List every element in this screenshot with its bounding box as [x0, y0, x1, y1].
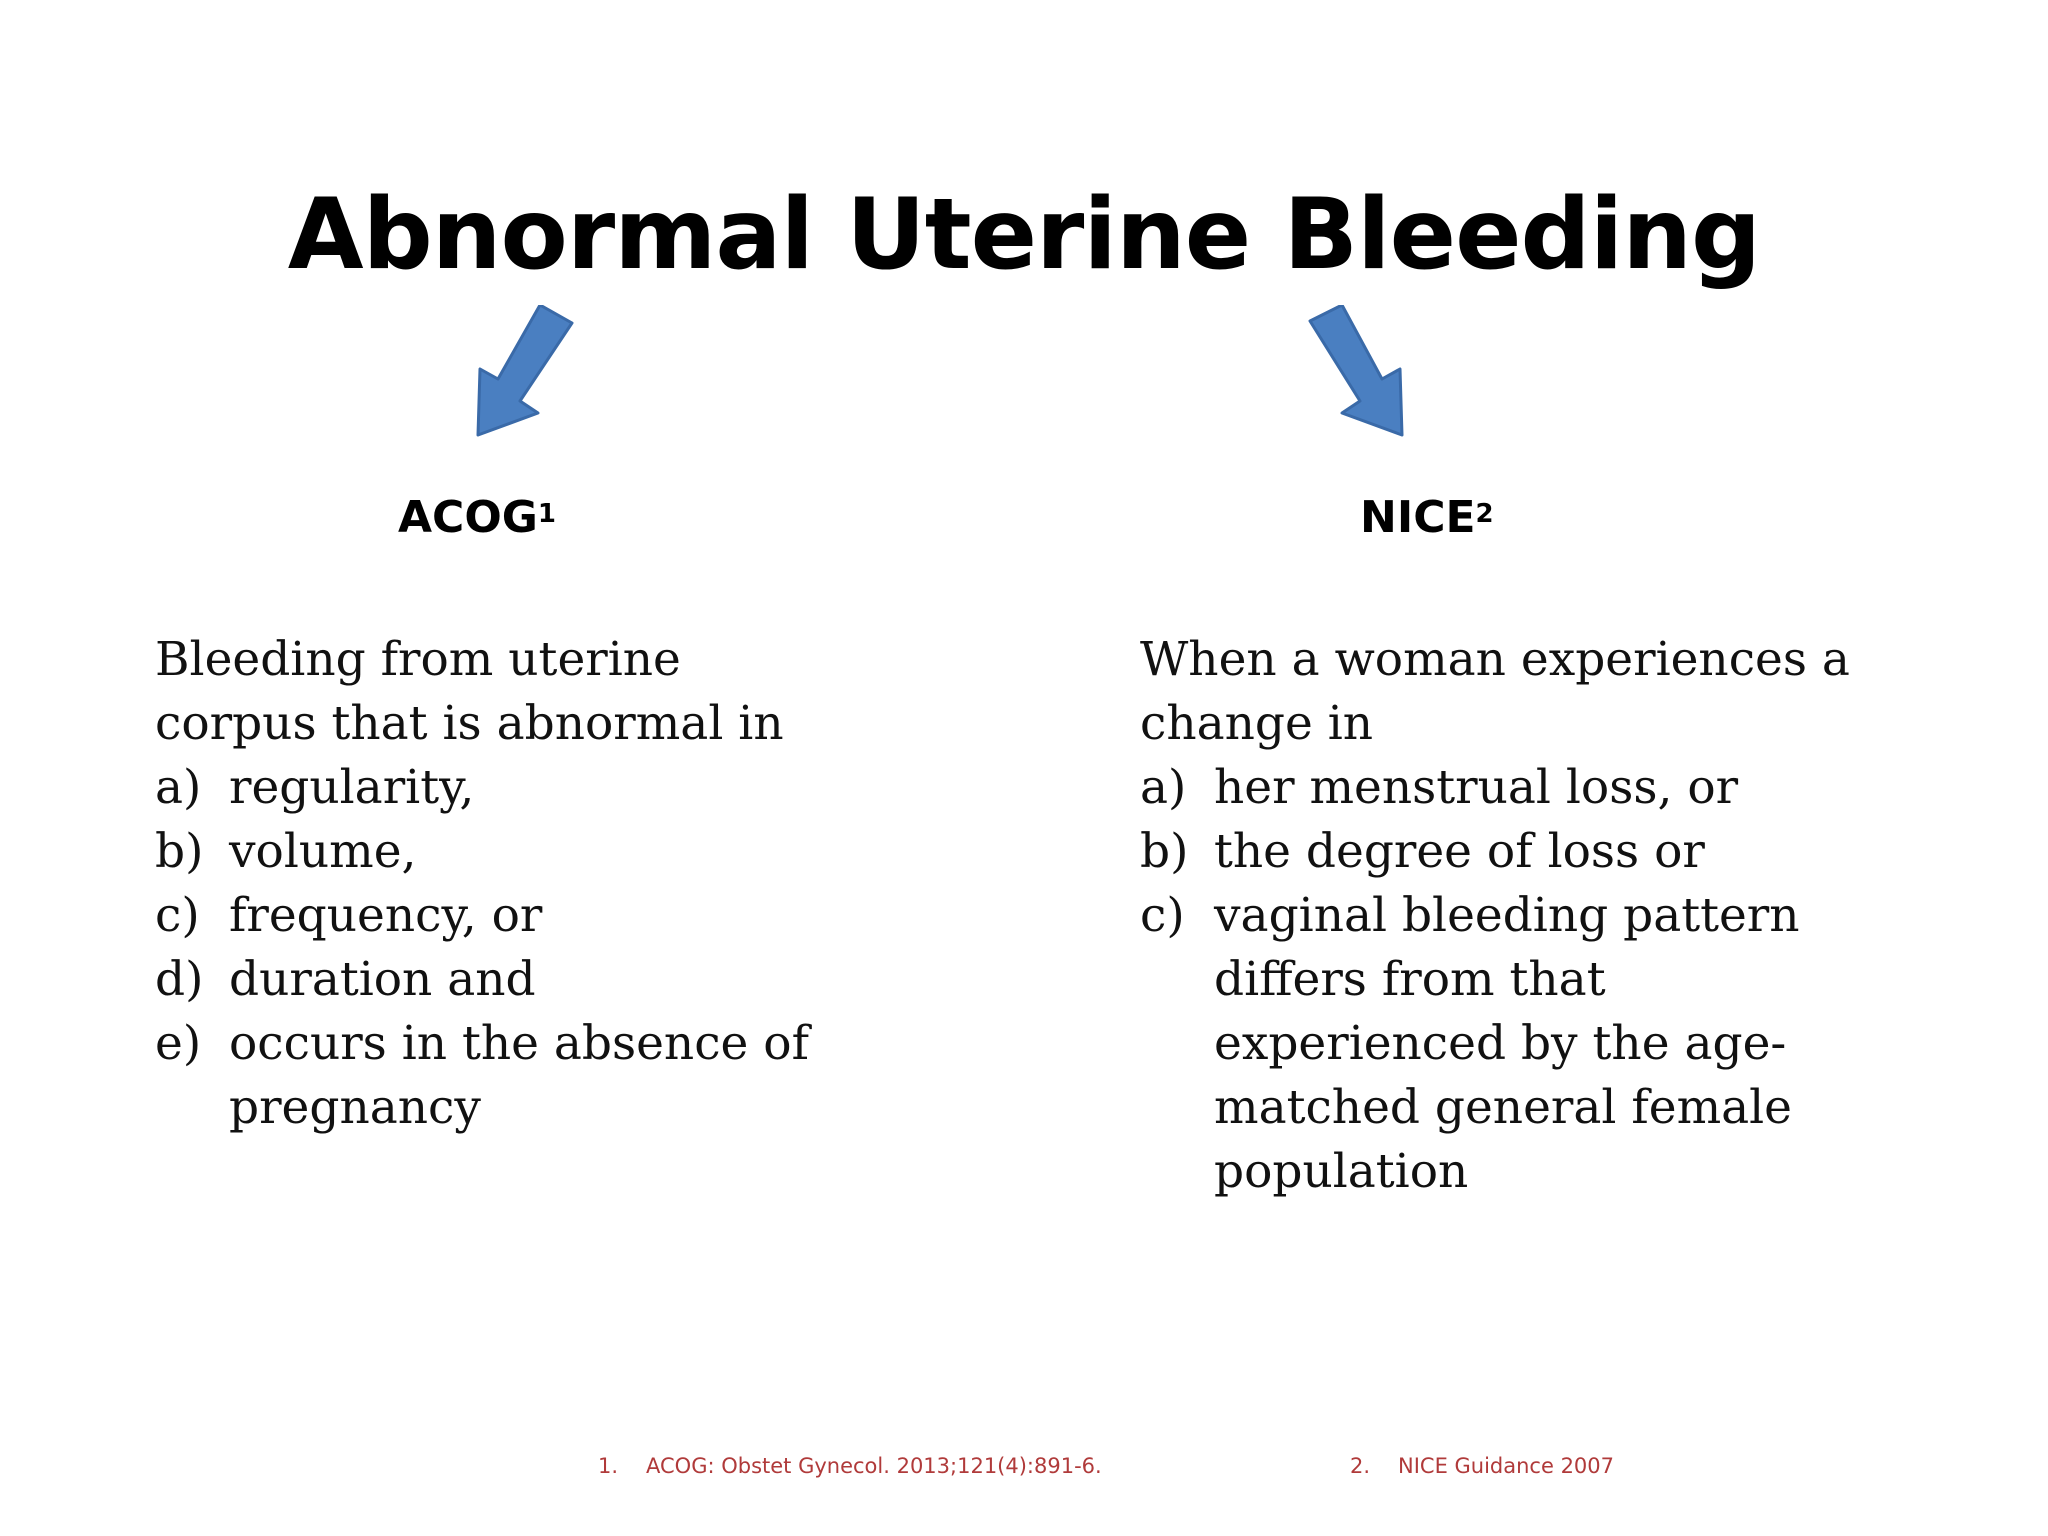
nice-heading-text: NICE	[1360, 492, 1476, 543]
list-item	[1140, 884, 1940, 1204]
footnote-text: NICE Guidance 2007	[1398, 1454, 1615, 1478]
nice-intro-line-1: When a woman experiences a	[1140, 632, 1850, 687]
footnote-number: 1.	[598, 1454, 619, 1478]
list-item	[155, 756, 875, 820]
list-item	[1140, 820, 1940, 884]
acog-heading-reference: 1	[537, 499, 556, 529]
list-item-text: volume,	[229, 824, 417, 879]
list-item	[155, 948, 875, 1012]
acog-intro-line-2: corpus that is abnormal in	[155, 696, 784, 751]
list-item	[1140, 756, 1940, 820]
list-item-marker: b)	[1140, 824, 1189, 879]
slide-title: Abnormal Uterine Bleeding	[287, 178, 1761, 292]
footnote-text: ACOG: Obstet Gynecol. 2013;121(4):891-6.	[646, 1454, 1102, 1478]
list-item-marker: a)	[1140, 760, 1187, 815]
acog-intro-line-1: Bleeding from uterine	[155, 632, 681, 687]
list-item	[155, 884, 875, 948]
arrow-down-left-icon	[460, 305, 580, 445]
footnote-number: 2.	[1350, 1454, 1371, 1478]
nice-heading	[1360, 490, 1494, 546]
list-item-text: frequency, or	[229, 888, 543, 943]
nice-heading-reference: 2	[1475, 499, 1494, 529]
nice-definition	[1140, 628, 1940, 1204]
list-item-marker: b)	[155, 824, 204, 879]
footnote-acog	[598, 1451, 1102, 1481]
acog-heading	[398, 490, 556, 546]
list-item-text: occurs in the absence of pregnancy	[229, 1016, 809, 1135]
list-item-text: the degree of loss or	[1214, 824, 1705, 879]
list-item	[155, 1012, 875, 1140]
list-item-text: duration and	[229, 952, 536, 1007]
acog-heading-text: ACOG	[398, 492, 538, 543]
list-item-marker: a)	[155, 760, 202, 815]
list-item-marker: c)	[155, 888, 200, 943]
footnote-nice	[1350, 1451, 1614, 1481]
list-item-text: regularity,	[229, 760, 475, 815]
list-item-marker: d)	[155, 952, 204, 1007]
list-item-text: vaginal bleeding pattern differs from that experienced by the age-matched general female population	[1214, 888, 1800, 1199]
list-item-marker: e)	[155, 1016, 202, 1071]
list-item	[155, 820, 875, 884]
nice-intro-line-2: change in	[1140, 696, 1374, 751]
acog-definition	[155, 628, 875, 1140]
arrow-down-right-icon	[1300, 305, 1430, 445]
list-item-text: her menstrual loss, or	[1214, 760, 1739, 815]
list-item-marker: c)	[1140, 888, 1185, 943]
